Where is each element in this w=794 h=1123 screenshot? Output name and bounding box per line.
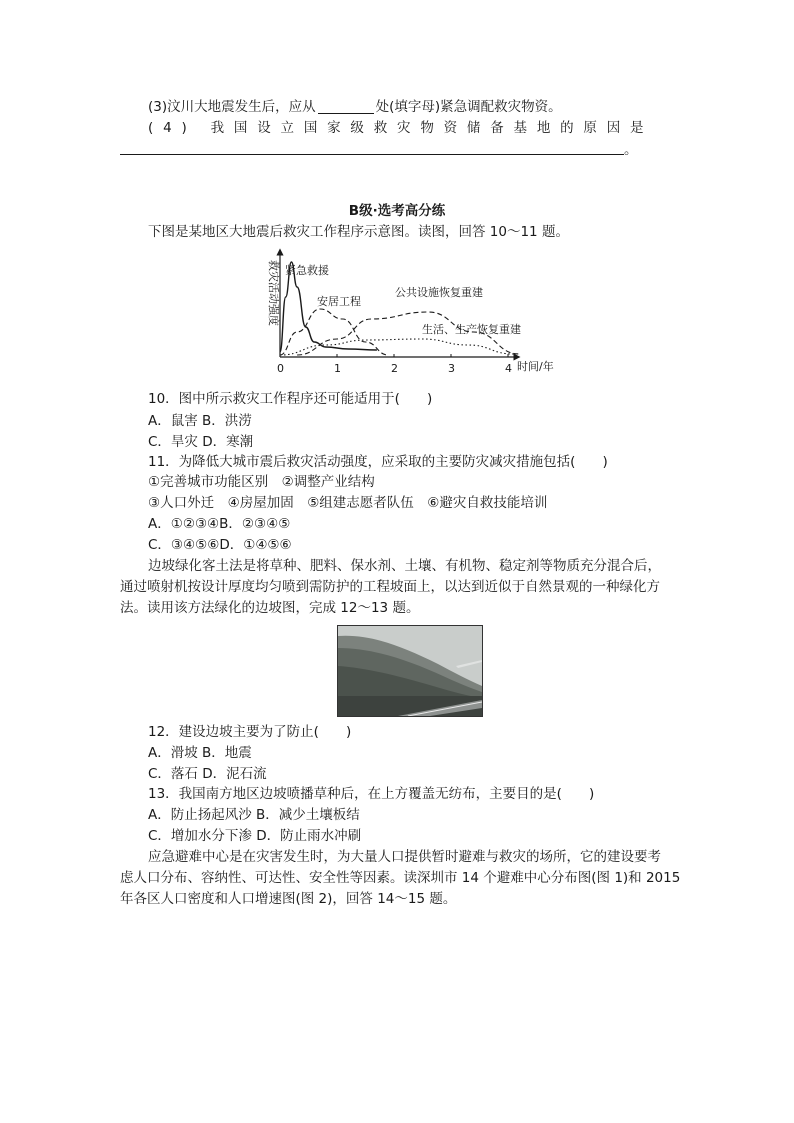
q11-items-2: ③人口外迁 ④房屋加固 ⑤组建志愿者队伍 ⑥避灾自救技能培训 (148, 495, 548, 511)
q4-answer-line[interactable] (120, 154, 624, 155)
section-title: B级·选考高分练 (348, 203, 446, 219)
q11-stem: 11．为降低大城市震后救灾活动强度，应采取的主要防灾减灾措施包括( ) (148, 454, 608, 470)
x-tick-label: 3 (448, 362, 455, 375)
q10-options-cd[interactable]: C．旱灾 D．寒潮 (148, 434, 254, 450)
series-label-0: 紧急救援 (285, 264, 329, 277)
q10-stem: 10．图中所示救灾工作程序还可能适用于( ) (148, 391, 433, 407)
q3-answer-blank[interactable] (318, 99, 374, 114)
x-tick-label: 4 (505, 362, 512, 375)
q4-end: 。 (624, 142, 638, 158)
x-axis-label: 时间/年 (517, 360, 554, 373)
intro-3-line-3: 年各区人口密度和人口增速图(图 2)，回答 14～15 题。 (120, 891, 457, 907)
series-label-2: 公共设施恢复重建 (395, 286, 483, 299)
q12-stem: 12．建设边坡主要为了防止( ) (148, 724, 352, 740)
series-label-3: 生活、生产恢复重建 (422, 323, 521, 336)
intro-2-line-2: 通过喷射机按设计厚度均匀喷到需防护的工程坡面上，以达到近似于自然景观的一种绿化方 (120, 579, 660, 595)
q3-before: (3)汶川大地震发生后，应从 (148, 99, 316, 115)
q10-options-ab[interactable]: A．鼠害 B．洪涝 (148, 413, 252, 429)
q3-after: 处(填字母)紧急调配救灾物资。 (375, 99, 562, 115)
intro-2-line-1: 边坡绿化客土法是将草种、肥料、保水剂、土壤、有机物、稳定剂等物质充分混合后， (148, 558, 661, 574)
q11-items-1: ①完善城市功能区别 ②调整产业结构 (148, 474, 375, 490)
x-tick-label: 0 (277, 362, 284, 375)
q11-options-ab[interactable]: A．①②③④B．②③④⑤ (148, 516, 291, 532)
disaster-relief-chart (255, 248, 575, 376)
q13-options-cd[interactable]: C．增加水分下渗 D．防止雨水冲刷 (148, 828, 362, 844)
intro-1: 下图是某地区大地震后救灾工作程序示意图。读图，回答 10～11 题。 (148, 224, 569, 240)
q4-line (148, 118, 653, 138)
intro-3-line-2: 虑人口分布、容纳性、可达性、安全性等因素。读深圳市 14 个避难中心分布图(图 1)和 2015 (120, 870, 681, 886)
intro-2-line-3: 法。读用该方法绿化的边坡图，完成 12～13 题。 (120, 600, 420, 616)
q11-options-cd[interactable]: C．③④⑤⑥D．①④⑤⑥ (148, 537, 292, 553)
intro-3-line-1: 应急避难中心是在灾害发生时，为大量人口提供暂时避难与救灾的场所，它的建设要考 (148, 849, 661, 865)
q13-stem: 13．我国南方地区边坡喷播草种后，在上方覆盖无纺布，主要目的是( ) (148, 786, 595, 802)
y-axis-label: 救灾活动强度 (267, 260, 280, 326)
q4-text: (4) 我国设立国家级救灾物资储备基地的原因是 (148, 120, 654, 136)
q12-options-cd[interactable]: C．落石 D．泥石流 (148, 766, 267, 782)
slope-greening-photo (337, 625, 483, 717)
q13-options-ab[interactable]: A．防止扬起风沙 B．减少土壤板结 (148, 807, 360, 823)
q3-line (148, 97, 562, 117)
x-tick-label: 2 (391, 362, 398, 375)
series-label-1: 安居工程 (317, 295, 361, 308)
x-tick-label: 1 (334, 362, 341, 375)
q12-options-ab[interactable]: A．滑坡 B．地震 (148, 745, 252, 761)
